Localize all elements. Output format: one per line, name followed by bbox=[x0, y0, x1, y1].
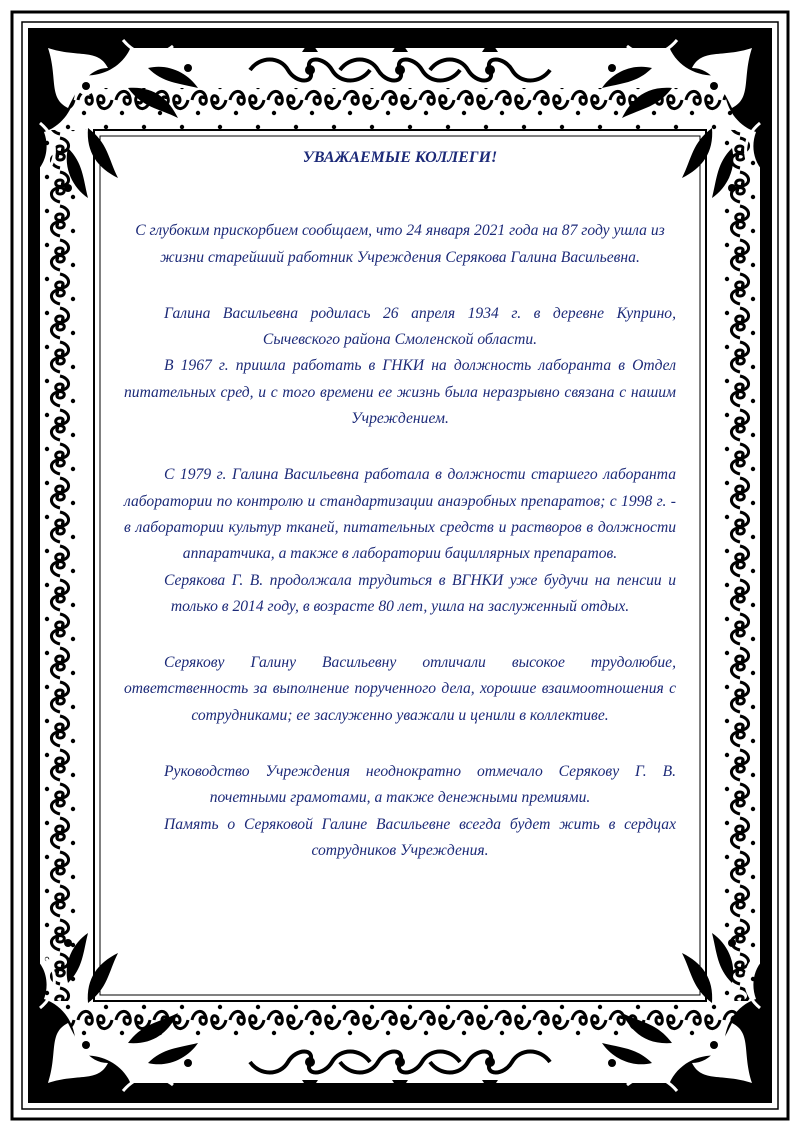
retirement-paragraph: Серякова Г. В. продолжала трудиться в ВГНКИ уже будучи на пенсии и только в 2014 году, в возрасте 80 лет, ушла на заслуженный отдых. bbox=[164, 571, 676, 615]
memorial-text bbox=[124, 145, 676, 864]
career-start-paragraph: В 1967 г. пришла работать в ГНКИ на должность лаборанта в Отдел питательных сред, и с того времени ее жизнь была неразрывно связана с нашим Учреждением. bbox=[124, 357, 676, 428]
career-1979-paragraph: С 1979 г. Галина Васильевна работала в должности старшего лаборанта лаборатории по контролю и стандартизации анаэробных препаратов; с 1998 г. - в лаборатории культур тканей, питательных средств и растворов в должности аппаратчика, а также в лаборатории бациллярных препаратов. bbox=[124, 466, 676, 563]
memory-paragraph: Память о Серяковой Галине Васильевне всегда будет жить в сердцах сотрудников Учреждения. bbox=[164, 815, 676, 859]
qualities-paragraph: Серякову Галину Васильевну отличали высокое трудолюбие, ответственность за выполнение порученного дела, хорошие взаимоотношения с сотрудниками; ее заслуженно уважали и ценили в коллективе. bbox=[124, 654, 676, 724]
page-title: УВАЖАЕМЫЕ КОЛЛЕГИ! bbox=[302, 149, 498, 166]
intro-paragraph: С глубоким прискорбием сообщаем, что 24 января 2021 года на 87 году ушла из жизни старейший работник Учреждения Серякова Галина Васильевна. bbox=[135, 222, 665, 266]
awards-paragraph: Руководство Учреждения неоднократно отмечало Серякову Г. В. почетными грамотами, а также денежными премиями. bbox=[164, 763, 676, 807]
born-paragraph: Галина Васильевна родилась 26 апреля 1934 г. в деревне Куприно, Сычевского района Смоленской области. bbox=[164, 304, 676, 349]
